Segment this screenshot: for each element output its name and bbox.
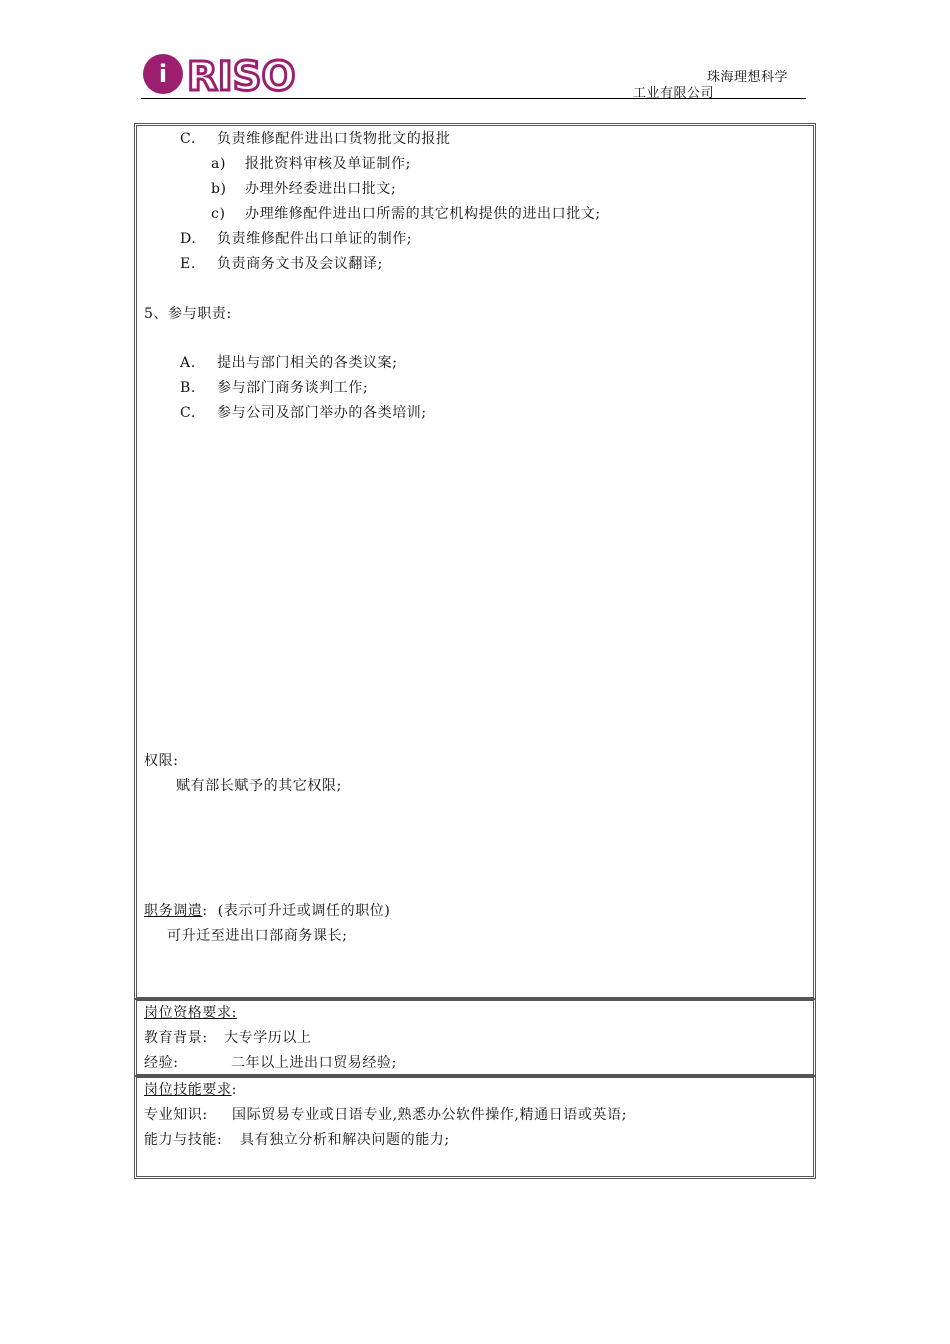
svg-text:i: i: [158, 60, 168, 88]
education-row: [144, 1029, 312, 1047]
skills-heading-label: 岗位技能要求: [144, 1082, 232, 1098]
authority-text: 赋有部长赋予的其它权限;: [176, 778, 342, 794]
education-label: 教育背景:: [144, 1030, 208, 1046]
sub-b-text: 办理外经委进出口批文;: [245, 181, 397, 197]
experience-label: 经验:: [144, 1055, 179, 1071]
transfer-heading: [144, 902, 390, 920]
item-c-marker: C.: [180, 405, 196, 421]
item-a-text: 提出与部门相关的各类议案;: [217, 355, 398, 371]
knowledge-value: 国际贸易专业或日语专业,熟悉办公软件操作,精通日语或英语;: [232, 1107, 628, 1123]
skills-heading: [144, 1081, 237, 1099]
duty-c-marker: C.: [180, 131, 196, 147]
skills-heading-colon: :: [231, 1082, 237, 1098]
duty-e: [180, 255, 383, 273]
ability-label: 能力与技能:: [144, 1132, 223, 1148]
transfer-note: (表示可升迁或调任的职位): [217, 903, 391, 919]
sub-a-marker: a): [211, 156, 227, 172]
ability-row: [144, 1131, 450, 1149]
item-b-marker: B.: [180, 380, 196, 396]
duty-c-text: 负责维修配件进出口货物批文的报批: [217, 131, 451, 147]
knowledge-row: [144, 1106, 627, 1124]
duty-e-marker: E.: [180, 256, 196, 272]
participation-heading: 5、参与职责:: [144, 306, 232, 322]
transfer-heading-label: 职务调遣: [144, 903, 203, 919]
sub-a-text: 报批资料审核及单证制作;: [245, 156, 411, 172]
duty-c-sub-b: [211, 180, 396, 198]
transfer-text: 可升迁至进出口部商务课长;: [167, 928, 348, 944]
knowledge-label: 专业知识:: [144, 1107, 208, 1123]
participation-item-b: [180, 379, 368, 397]
duty-d-text: 负责维修配件出口单证的制作;: [217, 231, 413, 247]
experience-row: [144, 1054, 397, 1072]
education-value: 大专学历以上: [224, 1030, 312, 1046]
item-a-marker: A.: [180, 355, 196, 371]
sub-c-text: 办理维修配件进出口所需的其它机构提供的进出口批文;: [245, 206, 601, 222]
ability-value: 具有独立分析和解决问题的能力;: [240, 1132, 450, 1148]
company-name-line2: 工业有限公司: [633, 86, 715, 101]
duty-c: [180, 130, 451, 148]
logo-text: RISO: [187, 54, 296, 98]
qualification-heading: 岗位资格要求:: [144, 1005, 237, 1021]
riso-logo: [141, 50, 301, 98]
item-c-text: 参与公司及部门举办的各类培训;: [217, 405, 427, 421]
duty-c-sub-c: [211, 205, 601, 223]
transfer-heading-colon: :: [202, 903, 208, 919]
sub-b-marker: b): [211, 181, 227, 197]
sub-c-marker: c): [211, 206, 226, 222]
experience-value: 二年以上进出口贸易经验;: [231, 1055, 397, 1071]
duty-c-sub-a: [211, 155, 411, 173]
participation-item-c: [180, 404, 427, 422]
duty-d: [180, 230, 412, 248]
duty-d-marker: D.: [180, 231, 197, 247]
duty-e-text: 负责商务文书及会议翻译;: [217, 256, 383, 272]
company-name-line1: 珠海理想科学: [707, 70, 789, 85]
header-rule: [141, 98, 806, 99]
item-b-text: 参与部门商务谈判工作;: [217, 380, 369, 396]
authority-heading: 权限:: [144, 753, 179, 769]
participation-item-a: [180, 354, 398, 372]
